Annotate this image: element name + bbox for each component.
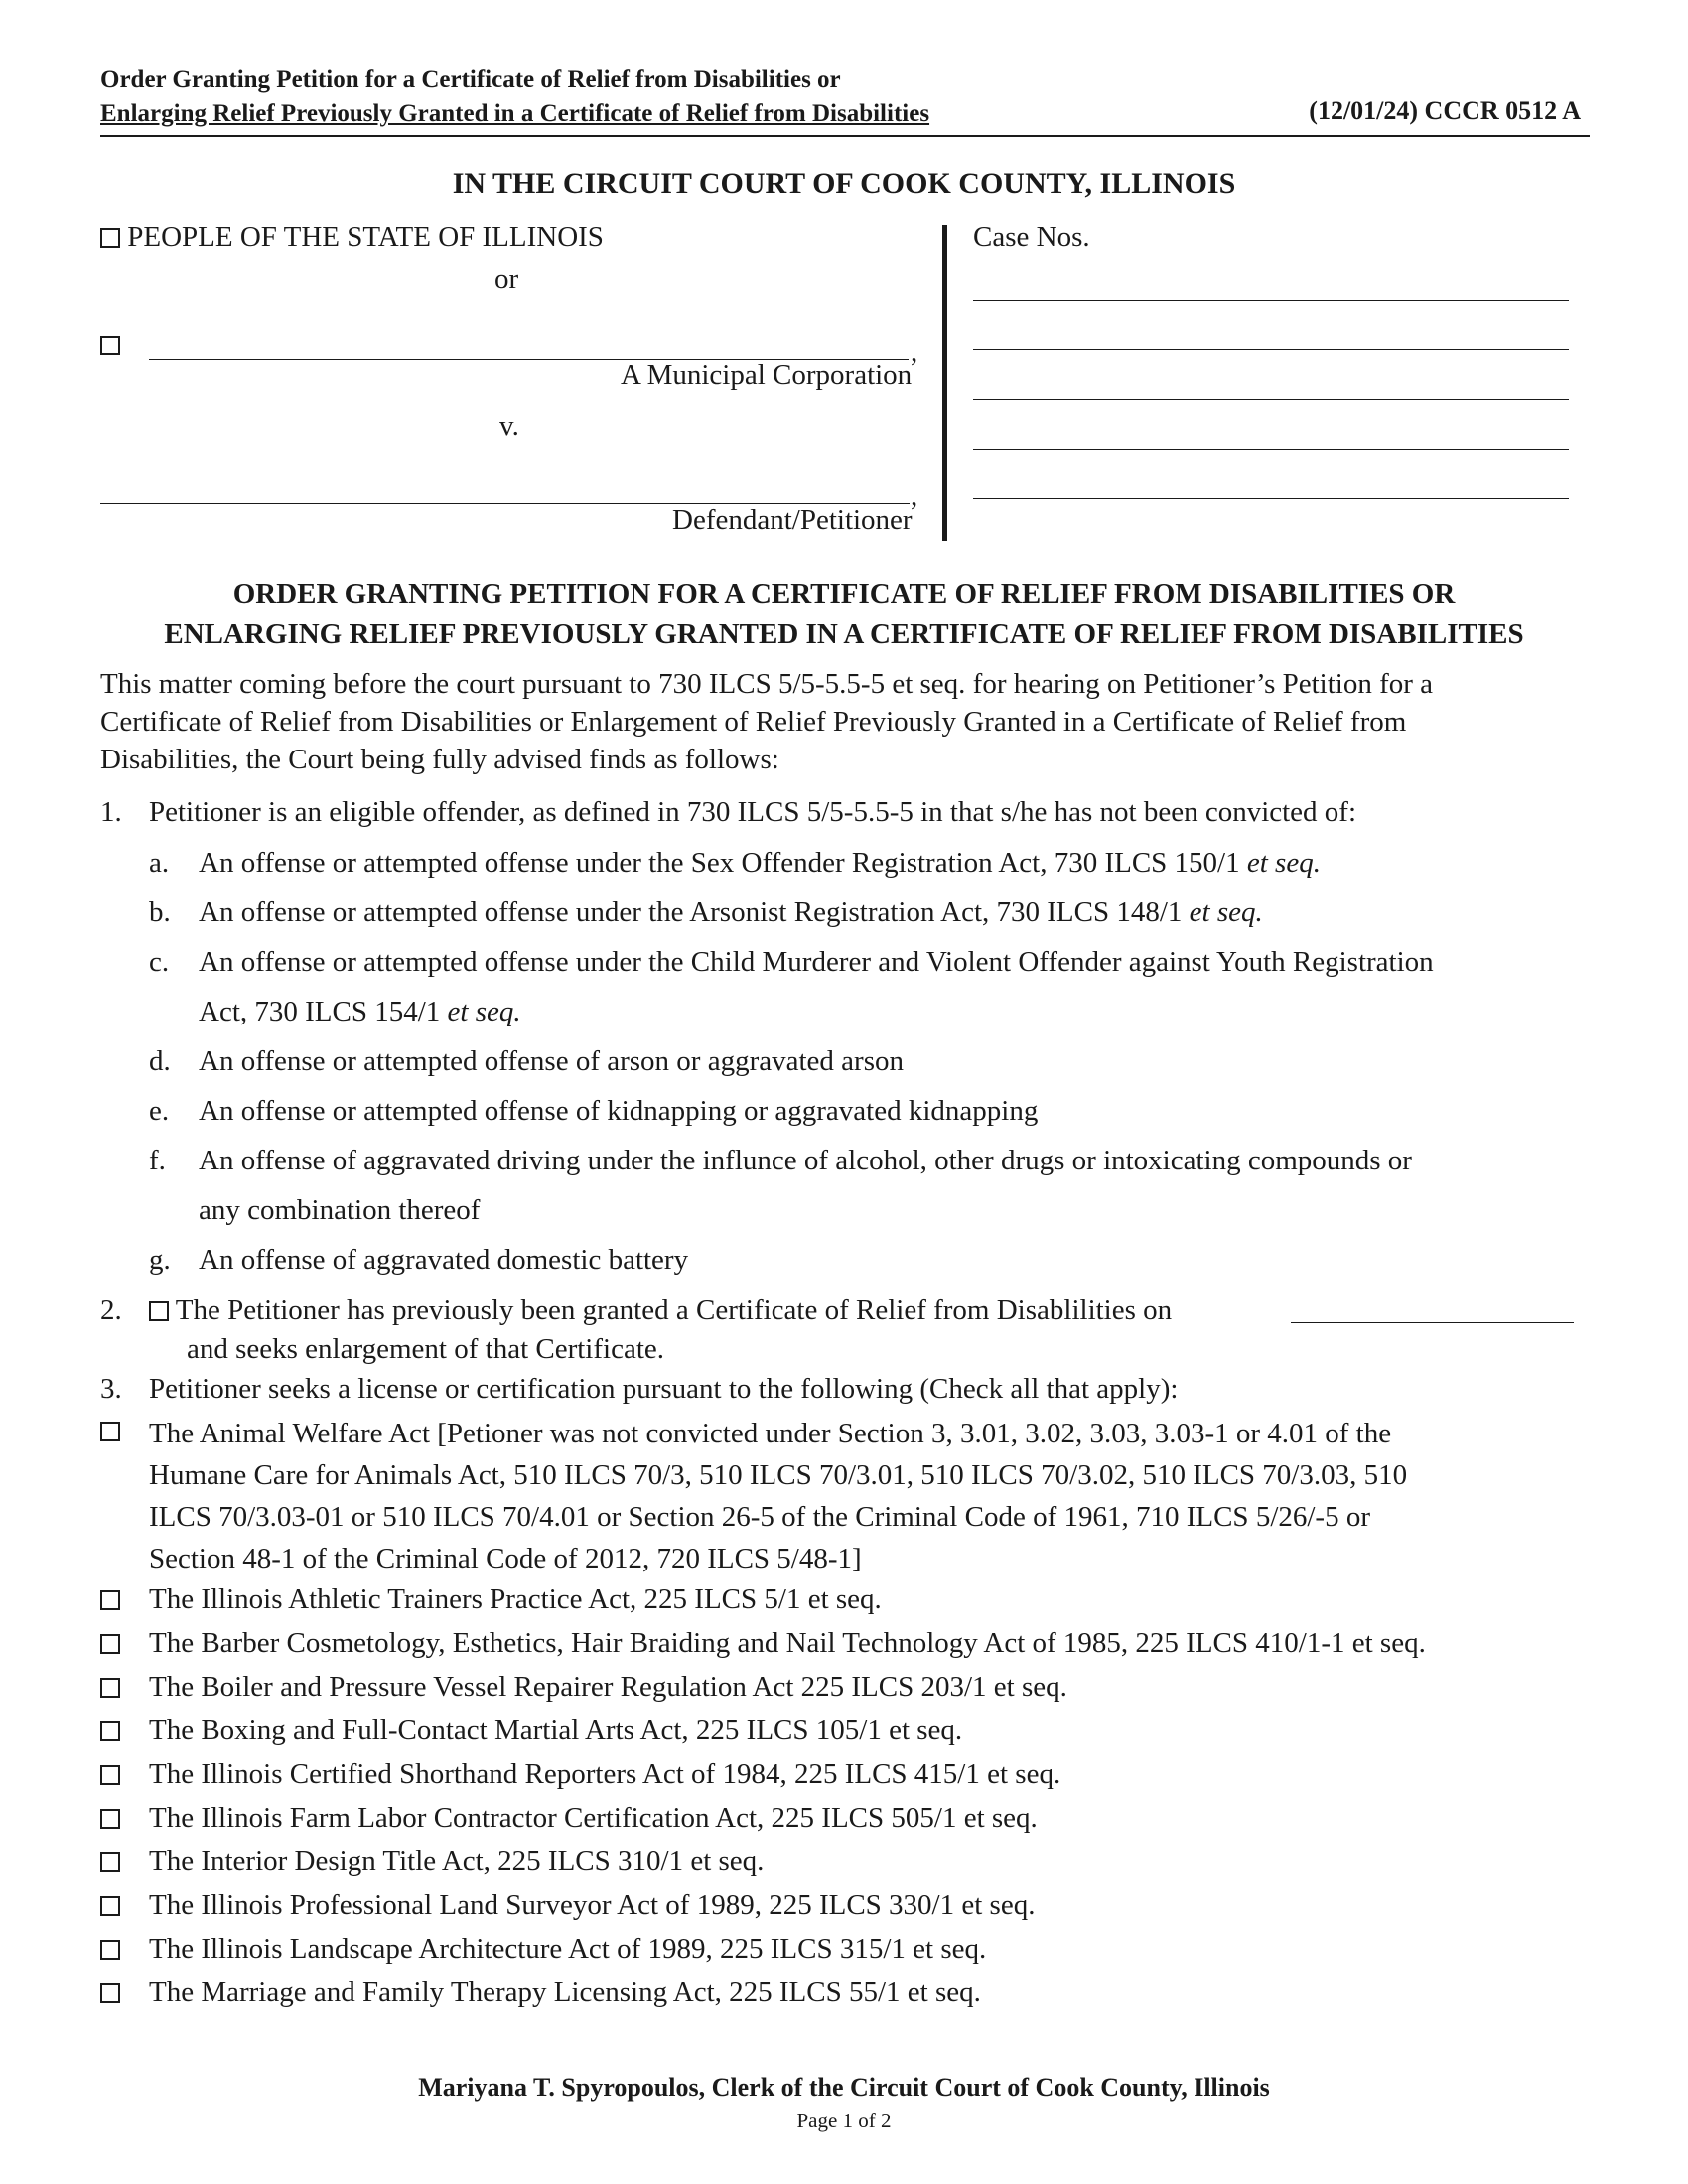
defendant-label: Defendant/Petitioner bbox=[672, 504, 913, 536]
sub-e-text: An offense or attempted offense of kidnapping or aggravated kidnapping bbox=[199, 1095, 1039, 1127]
act-label: The Illinois Athletic Trainers Practice Act, 225 ILCS 5/1 et seq. bbox=[149, 1583, 882, 1615]
people-label: PEOPLE OF THE STATE OF ILLINOIS bbox=[127, 221, 604, 253]
sub-f-text: An offense of aggravated driving under the influnce of alcohol, other drugs or intoxicating compounds or bbox=[199, 1145, 1412, 1176]
act-label: The Boiler and Pressure Vessel Repairer Regulation Act 225 ILCS 203/1 et seq. bbox=[149, 1671, 1067, 1703]
case-no-field-4[interactable] bbox=[973, 449, 1569, 450]
form-header-title bbox=[100, 64, 929, 131]
act-option bbox=[100, 1887, 120, 1923]
clerk-footer: Mariyana T. Spyropoulos, Clerk of the Circuit Court of Cook County, Illinois bbox=[418, 2073, 1270, 2102]
act-option bbox=[100, 1931, 120, 1967]
finding-2-number: 2. bbox=[100, 1295, 122, 1326]
case-no-field-5[interactable] bbox=[973, 498, 1569, 499]
finding-3-number: 3. bbox=[100, 1373, 122, 1405]
act-checkbox[interactable] bbox=[100, 1721, 120, 1741]
municipal-comma: , bbox=[911, 337, 918, 368]
people-checkbox[interactable] bbox=[100, 228, 120, 248]
sub-g-letter: g. bbox=[149, 1244, 171, 1276]
page-number: Page 1 of 2 bbox=[796, 2109, 892, 2132]
act-label: The Illinois Certified Shorthand Reporters Act of 1984, 225 ILCS 415/1 et seq. bbox=[149, 1758, 1061, 1790]
municipal-label: A Municipal Corporation bbox=[621, 359, 913, 391]
act-option bbox=[100, 1581, 120, 1617]
prior-certificate-checkbox[interactable] bbox=[149, 1301, 169, 1321]
header-rule bbox=[100, 135, 1590, 137]
caption-versus: v. bbox=[499, 410, 519, 442]
sub-b-text: An offense or attempted offense under the Arsonist Registration Act, 730 ILCS 148/1 et seq. bbox=[199, 896, 1263, 928]
act-option bbox=[100, 1975, 120, 2010]
animal-welfare-option bbox=[100, 1413, 120, 1448]
act-checkbox[interactable] bbox=[100, 1765, 120, 1785]
finding-3-text: Petitioner seeks a license or certification pursuant to the following (Check all that apply): bbox=[149, 1373, 1179, 1405]
municipal-option bbox=[100, 328, 120, 361]
animal-welfare-checkbox[interactable] bbox=[100, 1422, 120, 1441]
defendant-comma: , bbox=[911, 480, 918, 512]
act-option bbox=[100, 1800, 120, 1836]
sub-a-letter: a. bbox=[149, 847, 170, 879]
act-checkbox[interactable] bbox=[100, 1940, 120, 1960]
case-no-field-1[interactable] bbox=[973, 300, 1569, 301]
order-title bbox=[0, 574, 1688, 655]
case-no-field-3[interactable] bbox=[973, 399, 1569, 400]
act-option bbox=[100, 1843, 120, 1879]
intro-line3: Disabilities, the Court being fully advised finds as follows: bbox=[100, 744, 779, 775]
sub-f-text-cont: any combination thereof bbox=[199, 1194, 481, 1226]
act-label: The Illinois Landscape Architecture Act of 1989, 225 ILCS 315/1 et seq. bbox=[149, 1933, 987, 1965]
act-option bbox=[100, 1756, 120, 1792]
order-title-line2: ENLARGING RELIEF PREVIOUSLY GRANTED IN A CERTIFICATE OF RELIEF FROM DISABILITIES bbox=[164, 618, 1524, 650]
act-label: The Illinois Professional Land Surveyor Act of 1989, 225 ILCS 330/1 et seq. bbox=[149, 1889, 1036, 1921]
caption-divider bbox=[942, 225, 947, 541]
people-option bbox=[100, 220, 604, 254]
act-checkbox[interactable] bbox=[100, 1983, 120, 2003]
sub-a-text: An offense or attempted offense under the Sex Offender Registration Act, 730 ILCS 150/1 et seq. bbox=[199, 847, 1321, 879]
act-label: The Illinois Farm Labor Contractor Certification Act, 225 ILCS 505/1 et seq. bbox=[149, 1802, 1038, 1834]
caption-or: or bbox=[494, 263, 519, 295]
sub-g-text: An offense of aggravated domestic battery bbox=[199, 1244, 689, 1276]
finding-1-text: Petitioner is an eligible offender, as defined in 730 ILCS 5/5-5.5-5 in that s/he has not been convicted of: bbox=[149, 796, 1357, 828]
finding-2-line1: The Petitioner has previously been granted a Certificate of Relief from Disablilities on bbox=[149, 1293, 1172, 1328]
intro-line1: This matter coming before the court pursuant to 730 ILCS 5/5-5.5-5 et seq. for hearing on Petitioner’s Petition for a bbox=[100, 668, 1434, 700]
prior-certificate-date-field[interactable] bbox=[1291, 1322, 1574, 1323]
court-name: IN THE CIRCUIT COURT OF COOK COUNTY, ILLINOIS bbox=[452, 167, 1236, 200]
sub-e-letter: e. bbox=[149, 1095, 170, 1127]
case-no-field-2[interactable] bbox=[973, 349, 1569, 350]
act-label: The Interior Design Title Act, 225 ILCS 310/1 et seq. bbox=[149, 1845, 765, 1877]
sub-f-letter: f. bbox=[149, 1145, 166, 1176]
act-checkbox[interactable] bbox=[100, 1634, 120, 1654]
act-checkbox[interactable] bbox=[100, 1590, 120, 1610]
sub-c-text: An offense or attempted offense under the Child Murderer and Violent Offender against Youth Registration bbox=[199, 946, 1434, 978]
header-title-line2: Enlarging Relief Previously Granted in a Certificate of Relief from Disabilities bbox=[100, 100, 930, 127]
animal-welfare-text: The Animal Welfare Act [Petioner was not convicted under Section 3, 3.01, 3.02, 3.03, 3.03-1 or 4.01 of the Humane Care for Animals Act, 510 ILCS 70/3, 510 ILCS 70/3.01, 510 ILCS 70/3.02, 510 ILCS 70/3.03, 510 ILCS 70/3.03-01 or 510 ILCS 70/4.01 or Section 26-5 of the Criminal Code of 1961, 710 ILCS 5/26/-5 or Section 48-1 of the Criminal Code of 2012, 720 ILCS 5/48-1] bbox=[149, 1418, 1408, 1574]
intro-line2: Certificate of Relief from Disabilities or Enlargement of Relief Previously Granted in a Certificate of Relief from bbox=[100, 706, 1407, 738]
header-title-line1: Order Granting Petition for a Certificate of Relief from Disabilities or bbox=[100, 67, 841, 93]
act-label: The Barber Cosmetology, Esthetics, Hair Braiding and Nail Technology Act of 1985, 225 ILCS 410/1-1 et seq. bbox=[149, 1627, 1426, 1659]
finding-2-line2: and seeks enlargement of that Certificate. bbox=[187, 1333, 664, 1365]
finding-1-number: 1. bbox=[100, 796, 122, 828]
case-nos-label: Case Nos. bbox=[973, 221, 1090, 253]
intro-paragraph bbox=[100, 665, 1590, 778]
act-checkbox[interactable] bbox=[100, 1896, 120, 1916]
sub-d-text: An offense or attempted offense of arson or aggravated arson bbox=[199, 1045, 904, 1077]
sub-b-letter: b. bbox=[149, 896, 171, 928]
act-checkbox[interactable] bbox=[100, 1678, 120, 1698]
sub-d-letter: d. bbox=[149, 1045, 171, 1077]
act-option bbox=[100, 1625, 120, 1661]
form-code: (12/01/24) CCCR 0512 A bbox=[1309, 96, 1581, 125]
municipal-checkbox[interactable] bbox=[100, 336, 120, 355]
act-label: The Boxing and Full-Contact Martial Arts Act, 225 ILCS 105/1 et seq. bbox=[149, 1714, 963, 1746]
act-option bbox=[100, 1712, 120, 1748]
act-option bbox=[100, 1669, 120, 1705]
act-checkbox[interactable] bbox=[100, 1809, 120, 1829]
sub-c-text-cont: Act, 730 ILCS 154/1 et seq. bbox=[199, 996, 521, 1027]
sub-c-letter: c. bbox=[149, 946, 170, 978]
act-label: The Marriage and Family Therapy Licensing Act, 225 ILCS 55/1 et seq. bbox=[149, 1977, 981, 2008]
order-title-line1: ORDER GRANTING PETITION FOR A CERTIFICATE OF RELIEF FROM DISABILITIES OR bbox=[232, 578, 1456, 610]
act-checkbox[interactable] bbox=[100, 1852, 120, 1872]
